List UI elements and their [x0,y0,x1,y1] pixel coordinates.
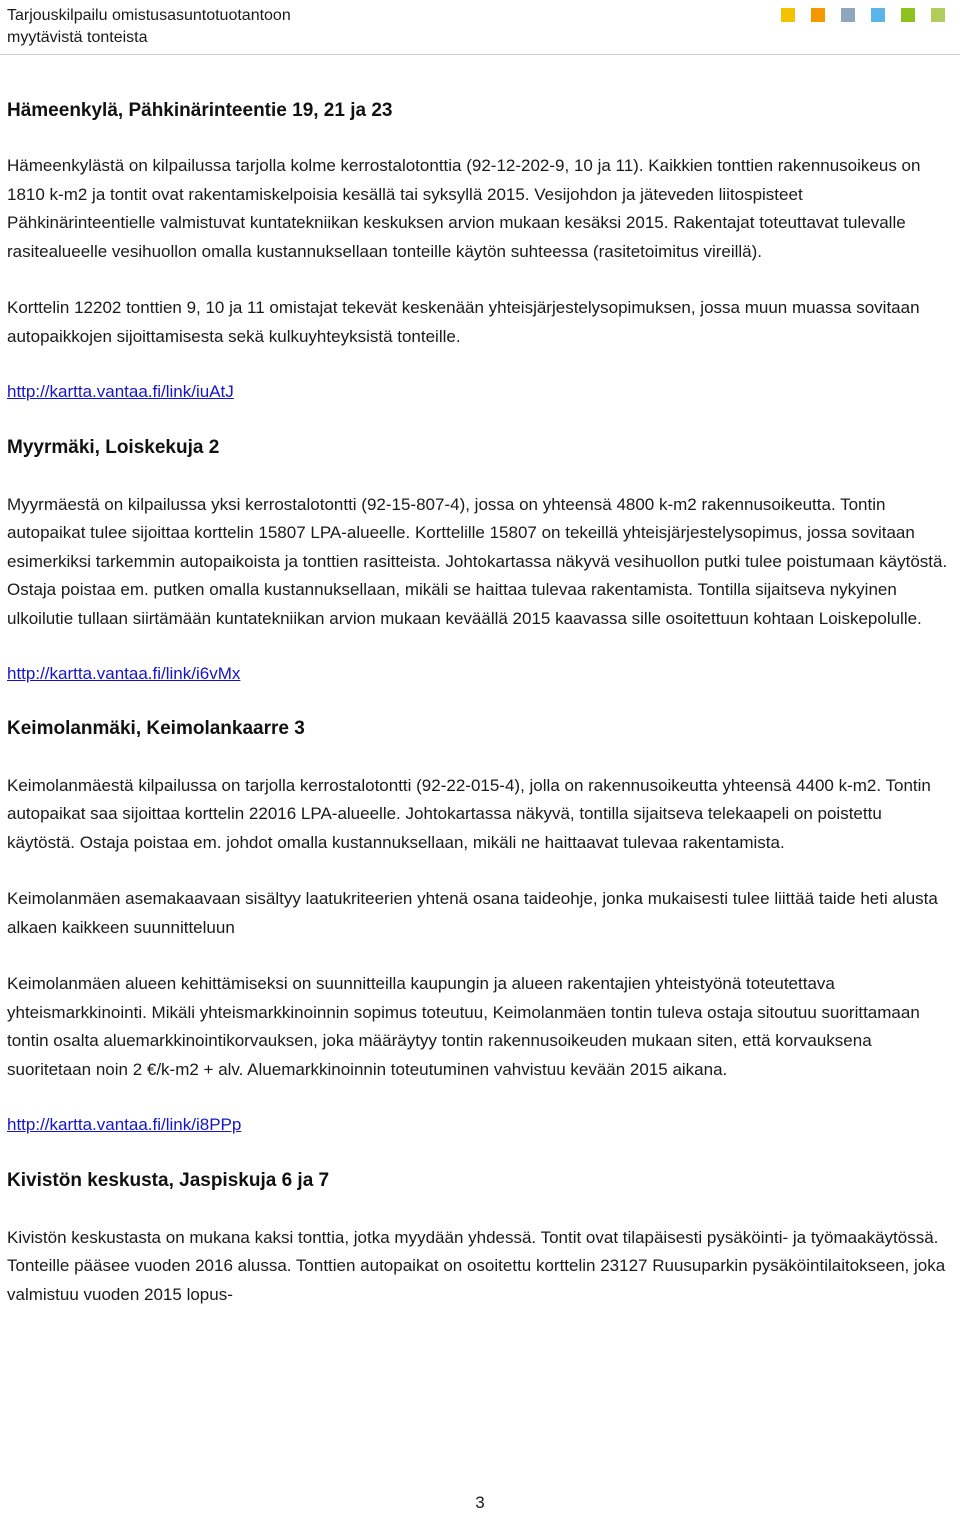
color-square-6 [931,8,945,22]
color-square-3 [841,8,855,22]
paragraph: Kivistön keskustasta on mukana kaksi tonttia, jotka myydään yhdessä. Tontit ovat tilapäisesti pysäköinti- ja työmaakäytössä. Tonteille pääsee vuoden 2016 alussa. Tonttien autopaikat on osoitettu korttelin 23127 Ruusuparkin pysäköintilaitokseen, joka valmistuu vuoden 2015 lopus- [7,1227,946,1304]
paragraph: Keimolanmäestä kilpailussa on tarjolla kerrostalotontti (92-22-015-4), jolla on rakennusoikeutta yhteensä 4400 k-m2. Tontin autopaikat saa sijoittaa korttelin 22016 LPA-alueelle. Johtokartassa näkyvä, tontilla sijaitseva telekaapeli on poistettu käytöstä. Ostaja poistaa em. johdot omalla kustannuksellaan, mikäli ne haittaavat tulevaa rakentamista. [7,775,931,852]
paragraph: Hämeenkylästä on kilpailussa tarjolla kolme kerrostalotonttia (92-12-202-9, 10 ja 11). Kaikkien tonttien rakennusoikeus on 1810 k-m2 ja tontit ovat rakentamiskelpoisia kesällä tai syksyllä 2015. Vesijohdon ja jäteveden liitospisteet Pähkinärinteentielle valmistuvat kuntatekniikan keskuksen arvion mukaan kesäksi 2015. Rakentajat toteuttavat tulevalle rasitealueelle vesihuollon omalla kustannuksellaan tonteille käytön suhteessa (rasitetoimitus vireillä). [7,156,921,261]
map-link-keimolanmaki[interactable]: http://kartta.vantaa.fi/link/i8PPp [7,1115,242,1134]
section-heading-hameenkyla: Hämeenkylä, Pähkinärinteentie 19, 21 ja 23 [7,100,393,121]
map-link-hameenkyla[interactable]: http://kartta.vantaa.fi/link/iuAtJ [7,382,234,401]
document-body [7,96,953,1309]
document-header [7,5,291,49]
brand-color-squares [781,8,945,22]
map-link-myyrmaki[interactable]: http://kartta.vantaa.fi/link/i6vMx [7,664,241,683]
section-heading-myyrmaki: Myyrmäki, Loiskekuja 2 [7,436,220,458]
header-divider [0,54,960,55]
paragraph: Keimolanmäen alueen kehittämiseksi on suunnitteilla kaupungin ja alueen rakentajien yhteistyönä toteutettava yhteismarkkinointi. Mikäli yhteismarkkinoinnin sopimus toteutuu, Keimolanmäen tontin tuleva ostaja sitoutuu suorittamaan tontin osalta aluemarkkinointikorvauksen, joka määräytyy tontin rakennusoikeuden mukaan siten, että korvauksena suoritetaan noin 2 €/k-m2 + alv. Aluemarkkinoinnin toteutuminen vahvistuu kevään 2015 aikana. [7,974,920,1079]
page-number: 3 [475,1493,485,1512]
paragraph: Myyrmäestä on kilpailussa yksi kerrostalotontti (92-15-807-4), jossa on yhteensä 4800 k-m2 rakennusoikeutta. Tontin autopaikat tulee sijoittaa korttelin 15807 LPA-alueelle. Korttelille 15807 on tekeillä yhteisjärjestelysopimus, jossa sovitaan esimerkiksi tarkemmin autopaikoista ja tonttien rasitteista. Johtokartassa näkyvä vesihuollon putki tulee poistumaan käytöstä. Ostaja poistaa em. putken omalla kustannuksellaan, mikäli se haittaa tulevaa rakentamista. Tontilla sijaitseva nykyinen ulkoilutie tullaan siirtämään kuntatekniikan arvion mukaan keväällä 2015 kaavassa sille osoitettuun kohtaan Loiskepolulle. [7,494,948,628]
color-square-4 [871,8,885,22]
color-square-1 [781,8,795,22]
header-title-line-1: Tarjouskilpailu omistusasuntotuotantoon [7,7,291,24]
paragraph: Korttelin 12202 tonttien 9, 10 ja 11 omistajat tekevät keskenään yhteisjärjestelysopimuksen, jossa muun muassa sovitaan autopaikkojen sijoittamisesta sekä kulkuyhteyksistä tonteille. [7,298,920,346]
paragraph: Keimolanmäen asemakaavaan sisältyy laatukriteerien yhtenä osana taideohje, jonka mukaisesti tulee liittää taide heti alusta alkaen kaikkeen suunnitteluun [7,889,938,937]
section-heading-kiviston-keskusta: Kivistön keskusta, Jaspiskuja 6 ja 7 [7,1169,330,1191]
color-square-5 [901,8,915,22]
header-title-line-2: myytävistä tonteista [7,29,148,46]
section-heading-keimolanmaki: Keimolanmäki, Keimolankaarre 3 [7,717,305,739]
color-square-2 [811,8,825,22]
